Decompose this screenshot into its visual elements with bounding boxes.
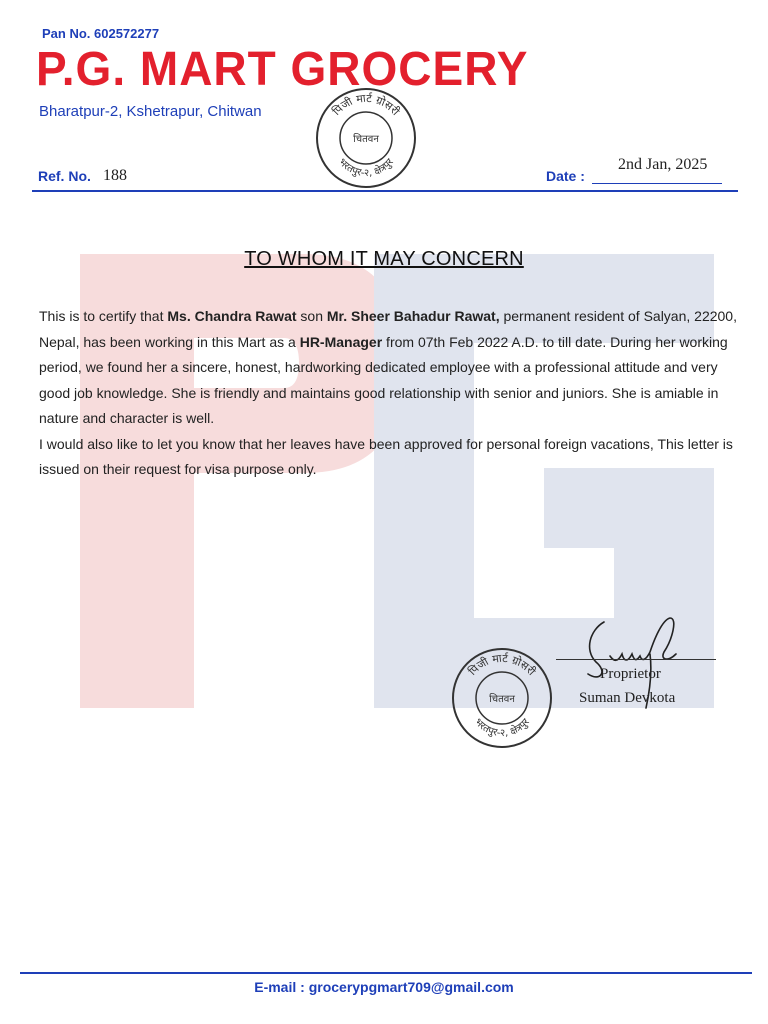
letter-paragraph-1 [39, 304, 739, 432]
body-text: son [296, 308, 327, 324]
employee-name: Ms. Chandra Rawat [167, 308, 297, 324]
company-name: P.G. MART GROCERY [36, 41, 529, 96]
signatory-role: Proprietor [600, 666, 661, 682]
company-stamp-top [314, 86, 418, 190]
body-text: from 07th Feb 2022 A.D. to till date. During her working period, we found her a sincere, honest, hardworking dedicated employee with a professional attitude and very good job knowledge. She is friendly and maintains good relationship with senior and juniors. She is amiable in nature and character is well. [39, 333, 728, 426]
footer-rule [20, 972, 752, 974]
position-title: HR-Manager [299, 333, 383, 350]
letter-paragraph-2: I would also like to let you know that her leaves have been approved for personal foreign vacations, This letter is issued on their request for visa purpose only. [39, 435, 733, 477]
letter-title: TO WHOM IT MAY CONCERN [244, 248, 524, 270]
stamp-center-text: चितवन [489, 694, 515, 705]
father-name: Mr. Sheer Bahadur Rawat, [326, 308, 500, 324]
signatory-name: Suman Devkota [579, 690, 676, 706]
stamp-bottom-text: भरतपुर-२, क्षेत्रपुर [336, 156, 396, 180]
company-stamp-signature [450, 646, 554, 750]
svg-text:भरतपुर-२, क्षेत्रपुर [472, 716, 533, 739]
signature-line [556, 659, 716, 660]
svg-text:भरतपुर-२, क्षेत्रपुर [336, 156, 397, 179]
header-rule [32, 190, 738, 192]
date-value: 2nd Jan, 2025 [618, 156, 708, 173]
ref-value: 188 [103, 167, 127, 184]
date-label: Date : [546, 168, 585, 184]
stamp-top-text: पिजी मार्ट ग्रोसरी [466, 651, 539, 679]
stamp-bottom-text: भरतपुर-२, क्षेत्रपुर [472, 716, 532, 740]
company-address: Bharatpur-2, Kshetrapur, Chitwan [39, 103, 262, 120]
ref-label: Ref. No. [38, 168, 91, 184]
body-text: permanent resident of Salyan, 22200, Nepal, has been working in this Mart as a [39, 308, 737, 350]
body-text: This is to certify that [39, 308, 168, 324]
stamp-center-text: चितवन [353, 134, 379, 145]
footer-email[interactable]: E-mail : grocerypgmart709@gmail.com [254, 979, 514, 995]
pan-number: Pan No. 602572277 [42, 26, 160, 41]
date-underline [592, 183, 722, 184]
stamp-top-text: पिजी मार्ट ग्रोसरी [330, 91, 403, 119]
letter-body [39, 304, 739, 483]
